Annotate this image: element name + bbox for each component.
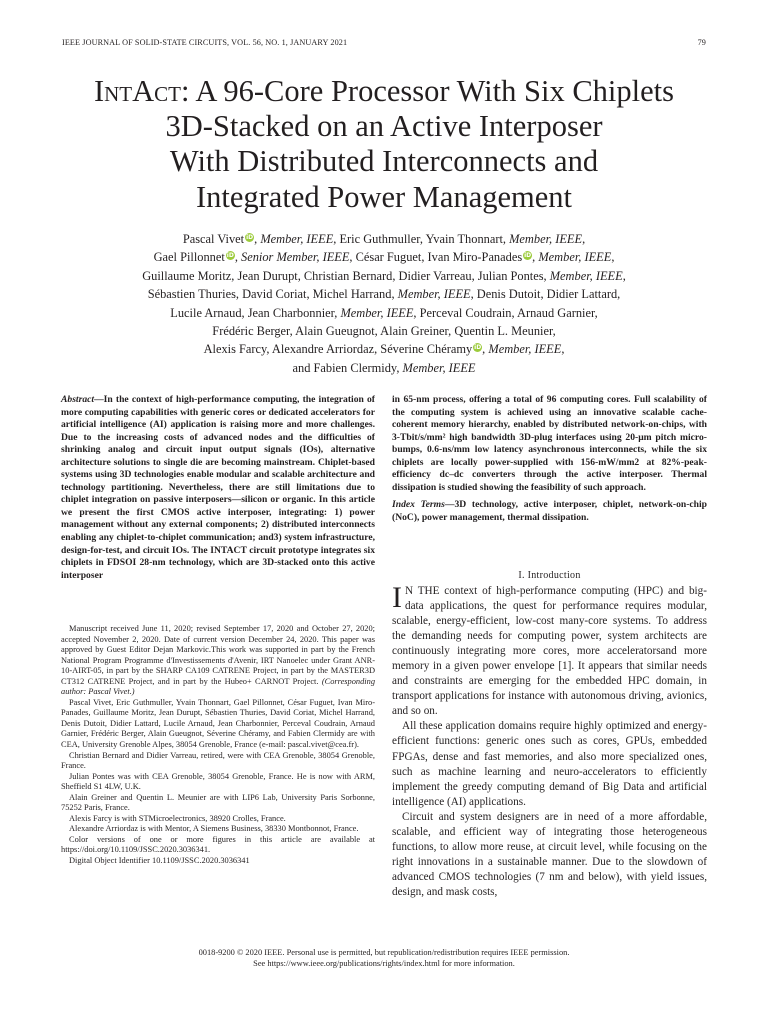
member-grade: Member, IEEE xyxy=(538,250,612,265)
author-list xyxy=(60,230,708,377)
author-text: , xyxy=(561,342,565,357)
author-text: Sébastien Thuries, David Coriat, Michel Harrand, xyxy=(147,287,398,302)
orcid-icon[interactable]: iD xyxy=(474,344,482,352)
title-acronym: IntAct xyxy=(93,74,181,108)
paper-title xyxy=(40,74,728,215)
footnote: Christian Bernard and Didier Varreau, retired, were with CEA Grenoble, 38054 Grenoble, France. xyxy=(61,750,375,771)
footnote-text: Manuscript received June 11, 2020; revised September 17, 2020 and October 27, 2020; accepted November 2, 2020. Date of current version December 24, 2020. This paper was approved by Guest Editor Dejan Markovic.This work was supported in part by the French National Program Programme d'Investissements d'Avenir, IRT Nanoelec under Grant ANR-10-AIRT-05, in part by the SHARP CA109 CATRENE Project, in part by the MASTER3D CT312 CATRENE Project, and in part by the Hubeo+ CARNOT Project. xyxy=(61,624,375,686)
index-terms xyxy=(392,499,707,524)
abstract-right xyxy=(392,394,707,524)
author-text: Pascal Vivet xyxy=(182,232,245,246)
index-terms-label: Index Terms xyxy=(392,499,445,511)
author-text: , xyxy=(582,232,586,246)
member-grade: Member, IEEE xyxy=(549,268,623,283)
member-grade: Member, IEEE xyxy=(509,232,583,246)
author-text: Gael Pillonnet xyxy=(153,250,225,265)
running-header xyxy=(62,38,706,47)
member-grade: Member, IEEE xyxy=(402,360,476,375)
title-line-1: : A 96-Core Processor With Six Chiplets xyxy=(181,74,674,108)
footnote: Alexis Farcy is with STMicroelectronics, 38920 Crolles, France. xyxy=(69,813,286,823)
author-text: , xyxy=(622,268,626,283)
author-text: , César Fuguet, Ivan Miro-Panades xyxy=(349,250,523,265)
member-grade: Member, IEEE xyxy=(340,305,414,320)
intro-paragraph: All these application domains require highly optimized and energy-efficient functions: generic ones such as cores, GPUs, embedded FPGAs, dense and fast memories, and also more specialized ones, such as machine learning and neuro-accelerators to efficiently implement the greedy computing demand of Big Data and artificial intelligence (AI) applications. xyxy=(392,720,707,808)
author-text: , xyxy=(482,342,489,357)
title-line-4: Integrated Power Management xyxy=(195,179,573,214)
footnotes xyxy=(61,624,375,867)
author-text: , Perceval Coudrain, Arnaud Garnier, xyxy=(413,305,598,320)
footnote: Color versions of one or more figures in this article are available at https://doi.org/10.1109/JSSC.2020.3036341. xyxy=(61,834,375,855)
abstract-dash: — xyxy=(94,394,104,405)
copyright-notice xyxy=(40,947,728,969)
title-line-3: With Distributed Interconnects and xyxy=(169,144,599,179)
abstract-label: Abstract xyxy=(61,394,95,405)
title-line-2: 3D-Stacked on an Active Interposer xyxy=(165,109,603,144)
section-heading-wrap xyxy=(392,570,707,583)
author-text: Alexis Farcy, Alexandre Arriordaz, Séverine Chéramy xyxy=(203,342,473,357)
abstract-left xyxy=(61,394,375,582)
member-grade: Member, IEEE xyxy=(260,232,334,246)
footnote: Pascal Vivet, Eric Guthmuller, Yvain Thonnart, Gael Pillonnet, César Fuguet, Ivan Miro-Panades, Guillaume Moritz, Jean Durupt, Sébastien Thuries, David Coriat, Michel Harrand, Denis Dutoit, Didier Lattard, Lucile Arnaud, Jean Charbonnier, Perceval Coudrain, Arnaud Garnier, Frédéric Berger, Alain Gueugnot, Séverine Chéramy, and Fabien Clermidy are with CEA, University Grenoble Alpes, 38054 Grenoble, France (e-mail: pascal.vivet@cea.fr). xyxy=(61,697,375,750)
corresponding-author: (Corresponding author: Pascal Vivet.) xyxy=(61,676,376,697)
author-text: Guillaume Moritz, Jean Durupt, Christian Bernard, Didier Varreau, Julian Pontes, xyxy=(142,268,550,283)
abstract-continued: in 65-nm process, offering a total of 96 computing cores. Full scalability of the computing system is achieved using an innovative scalable cache-coherent memory hierarchy, enabled by distributed network-on-chips, with 3-Tbit/s/mm² high bandwidth 3D-plug interfaces using 20-μm pitch micro-bumps, 0.6-ns/mm low latency asynchronous interconnects, while the six chiplets are locally power-supplied with 156-mW/mm2 at 82%-peak-efficiency dc–dc converters through the active interposer. Thermal dissipation is studied showing the feasibility of such approach. xyxy=(392,394,707,493)
member-grade: Member, IEEE xyxy=(488,342,562,357)
page-number: 79 xyxy=(697,38,706,47)
orcid-icon[interactable]: iD xyxy=(246,234,254,241)
author-text: , xyxy=(611,250,615,265)
author-text: Frédéric Berger, Alain Gueugnot, Alain Greiner, Quentin L. Meunier, xyxy=(212,324,556,339)
author-text: Lucile Arnaud, Jean Charbonnier, xyxy=(170,305,341,320)
footnote xyxy=(61,624,375,698)
author-text: , xyxy=(532,250,539,265)
author-text: , Denis Dutoit, Didier Lattard, xyxy=(470,287,621,302)
section-heading: I. Introduction xyxy=(518,570,581,581)
member-grade: Senior Member, IEEE xyxy=(241,250,350,265)
author-text: , Eric Guthmuller, Yvain Thonnart, xyxy=(333,232,510,246)
author-text: and Fabien Clermidy, xyxy=(292,360,403,375)
footnote: Alain Greiner and Quentin L. Meunier are with LIP6 Lab, University Paris Sorbonne, 75252 Paris, France. xyxy=(61,792,375,813)
orcid-icon[interactable]: iD xyxy=(226,252,234,260)
journal-name: IEEE JOURNAL OF SOLID-STATE CIRCUITS, VOL. 56, NO. 1, JANUARY 2021 xyxy=(62,38,348,47)
intro-text: N THE context of high-performance computing (HPC) and big-data applications, the quest for performance requires modular, scalable, energy-efficient, low-cost many-core systems. To address the demanding needs for computing power, system architects are continuously integrating more cores, more acceleratorsand more memory in a given power envelope [1]. It appears that similar needs and constraints are emerging for the embedded HPC domain, in transport applications for instance with autonomous driving, avionics, and so on. xyxy=(392,585,707,718)
index-terms-dash: — xyxy=(444,499,455,511)
intro-paragraph: Circuit and system designers are in need of a more affordable, scalable, and efficient way of integrating those heterogeneous functions, to allow more reuse, at circuit level, while focusing on the right innovations in a sustainable manner. Due to the slowdown of advanced CMOS technologies (7 nm and below), with yield issues, design, and mask costs, xyxy=(392,810,707,898)
author-text: , xyxy=(254,232,261,246)
footnote: Digital Object Identifier 10.1109/JSSC.2020.3036341 xyxy=(69,856,250,866)
member-grade: Member, IEEE xyxy=(397,287,471,302)
introduction-body xyxy=(392,581,707,900)
orcid-icon[interactable]: iD xyxy=(524,252,532,260)
footnote: Alexandre Arriordaz is with Mentor, A Siemens Business, 38330 Montbonnot, France. xyxy=(69,824,359,834)
index-terms-text: 3D technology, active interposer, chiplet, network-on-chip (NoC), power management, thermal dissipation. xyxy=(392,499,707,523)
footnote: Julian Pontes was with CEA Grenoble, 38054 Grenoble, France. He is now with ARM, Sheffield S1 4LW, U.K. xyxy=(61,771,375,792)
intro-paragraph xyxy=(392,581,707,719)
drop-cap: I xyxy=(392,581,402,614)
abstract-text: In the context of high-performance computing, the integration of more computing capabilities with generic cores or dedicated accelerators for artificial intelligence (AI) application is raising more and more challenges. Due to the increasing costs of advanced nodes and the difficulties of shrinking analog and circuit input output signals (IOs), alternative architecture solutions to single die are becoming mainstream. Chiplet-based systems using 3D technologies enable modular and scalable architecture and technology partitioning. Nevertheless, there are still limitations due to chiplet integration on passive interposers—silicon or organic. In this article we present the first CMOS active interposer, integrating: 1) power management without any external components; 2) distributed interconnects enabling any chiplet-to-chiplet communication; and3) system infrastructure, design-for-test, and circuit IOs. The INTACT circuit prototype integrates six chiplets in FDSOI 28-nm technology, which are 3D-stacked onto this active interposer xyxy=(61,394,375,581)
rights-link[interactable]: See https://www.ieee.org/publications/rights/index.html for more information. xyxy=(253,959,515,968)
author-text: , xyxy=(234,250,242,265)
copyright-line: 0018-9200 © 2020 IEEE. Personal use is permitted, but republication/redistribution requires IEEE permission. xyxy=(198,948,570,957)
